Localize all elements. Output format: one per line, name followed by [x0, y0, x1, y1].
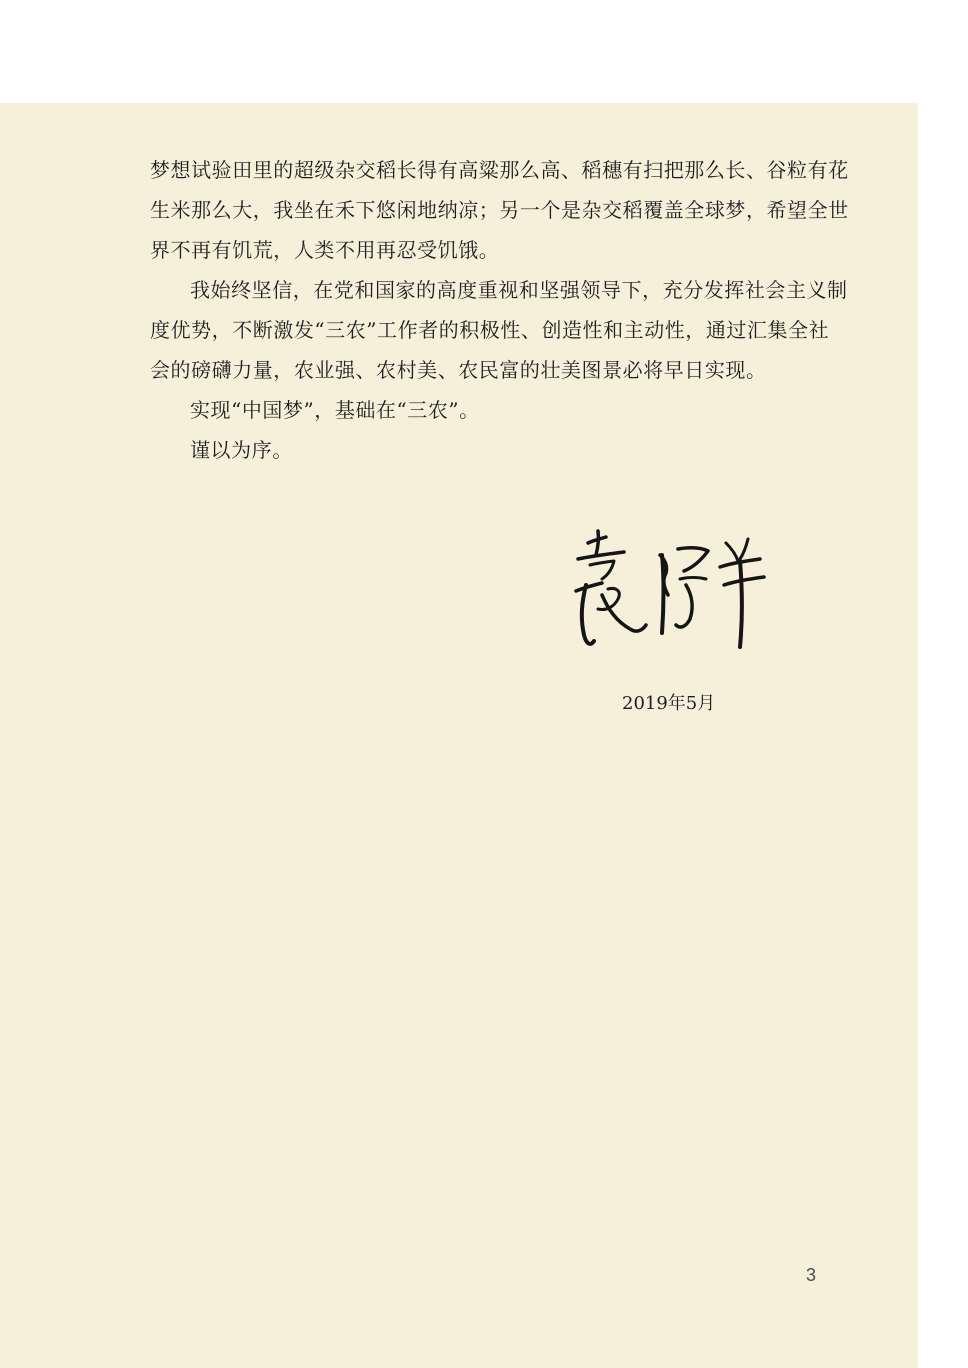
page-number: 3 — [806, 1265, 817, 1285]
paragraph — [150, 270, 848, 390]
book-page — [0, 103, 918, 1368]
handwritten-signature — [568, 525, 773, 665]
text-line: 谨以为序。 — [190, 438, 293, 462]
paragraph — [150, 150, 849, 270]
text-line: 度优势，不断激发“三农”工作者的积极性、创造性和主动性，通过汇集全社 — [150, 318, 830, 342]
text-line: 会的磅礴力量，农业强、农村美、农民富的壮美图景必将早日实现。 — [150, 358, 767, 382]
paragraph — [150, 390, 840, 430]
text-line: 界不再有饥荒，人类不用再忍受饥饿。 — [150, 238, 500, 262]
signature-date: 2019年5月 — [622, 693, 716, 714]
text-line: 实现“中国梦”，基础在“三农”。 — [190, 398, 480, 422]
paragraph — [150, 430, 840, 470]
text-line: 我始终坚信，在党和国家的高度重视和坚强领导下，充分发挥社会主义制 — [190, 278, 848, 302]
text-line: 梦想试验田里的超级杂交稻长得有高粱那么高、稻穗有扫把那么长、谷粒有花 — [150, 158, 849, 182]
text-line: 生米那么大，我坐在禾下悠闲地纳凉；另一个是杂交稻覆盖全球梦，希望全世 — [150, 198, 849, 222]
body-text — [150, 150, 849, 470]
signature-drawing — [568, 525, 773, 665]
